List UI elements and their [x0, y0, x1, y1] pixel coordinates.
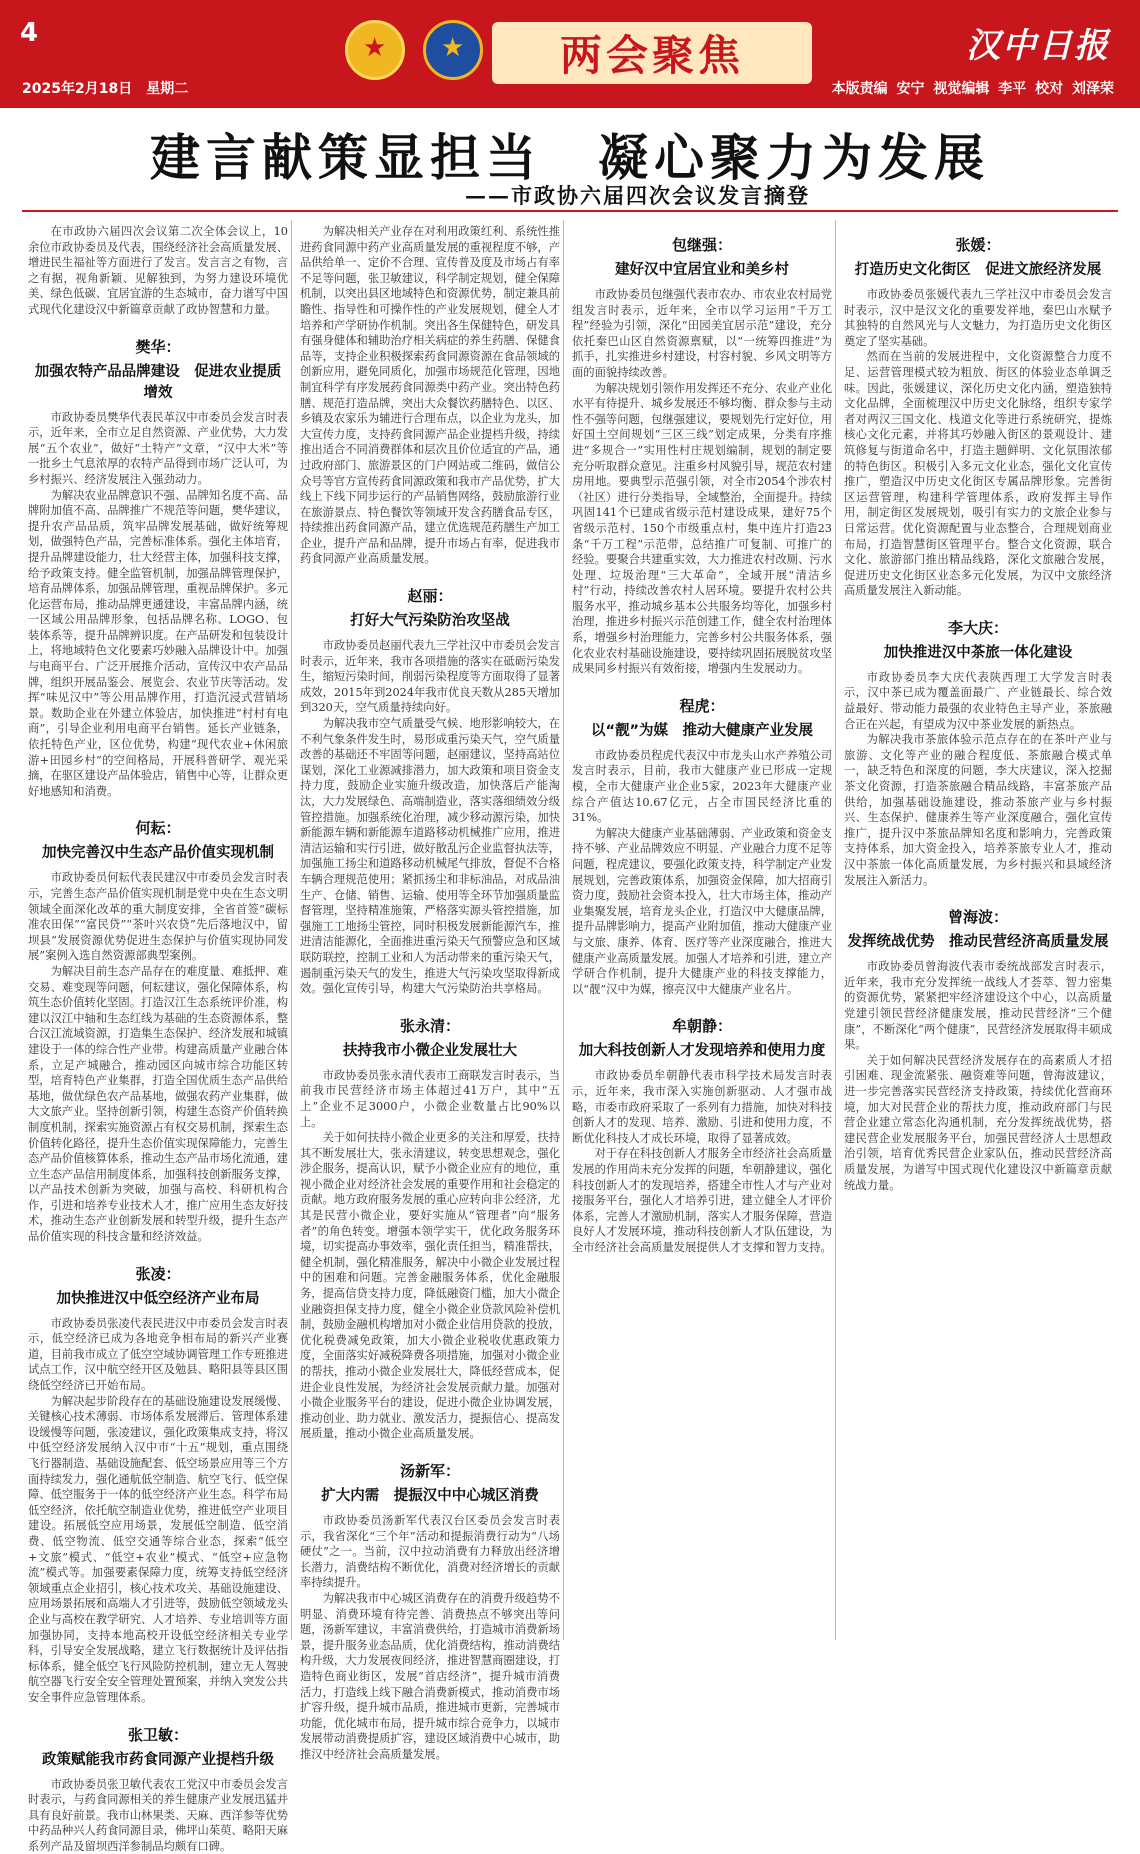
- article-title: 加强农特产品品牌建设 促进农业提质增效: [28, 360, 288, 402]
- column-divider: [291, 220, 292, 1640]
- article-title: 以“靓”为媒 推动大健康产业发展: [572, 719, 832, 740]
- article-title: 打好大气污染防治攻坚战: [300, 609, 560, 630]
- article-paragraph: 市政协委员程虎代表汉中市龙头山水产养殖公司发言时表示，目前，我市大健康产业已形成一定规模，全市大健康产业企业5家，2023年大健康产业综合产值达10.67亿元，占全市国民经济比重的31%。: [572, 748, 832, 826]
- article: [844, 617, 1112, 888]
- column-divider: [563, 220, 564, 1640]
- column-2: [300, 216, 560, 1652]
- section-banner: [492, 22, 812, 84]
- article-title: 发挥统战优势 推动民营经济高质量发展: [844, 930, 1112, 951]
- article-paragraph: 市政协委员张凌代表民进汉中市委员会发言时表示，低空经济已成为各地竞争相布局的新兴产业赛道，目前我市成立了低空空域协调管理工作专班推进试点工作，汉中航空经开区及勉县、略阳县等县区围绕低空经济已开始布局。: [28, 1316, 288, 1394]
- article-title: 加快推进汉中低空经济产业布局: [28, 1287, 288, 1308]
- masthead: [0, 0, 1140, 108]
- column-4: [844, 216, 1112, 1652]
- article: [572, 1015, 832, 1255]
- editor-credits: 本版责编 安宁 视觉编辑 李平 校对 刘泽荣: [828, 78, 1114, 98]
- article-title: 加快完善汉中生态产品价值实现机制: [28, 841, 288, 862]
- column-divider: [835, 220, 836, 1640]
- article-paragraph: 为解决目前生态产品存在的难度量、难抵押、难交易、难变现等问题，何耘建议，强化保障体系，构筑生态价值转化坚固。打造汉江生态系统评价准，构建以汉江中轴和生态红线为基础的生态资源体系，整合汉江流域资源，打造集生态保护、经济发展和城镇建设于一体的综合性产业带。构建高质量产业融合体系，立足产城融合，推动园区向城市综合功能区转型，培育特色产业集群，打造全国优质生态产品供给基地，做优绿色农产品基地，做强农药产业集群，做大文旅产业。坚持创新引领，构建生态资产价值转换制度机制，探索实施资源占有权交易机制，探索生态价值转化路径，提升生态价值实现保障能力，完善生态产品价值核算体系，推动生态产品市场化流通，建立生态产品信用制度体系，加强科技创新服务支撑，以产品技术创新为突破，加强与高校、科研机构合作，引进和培养专业技术人才，推广应用生态友好技术，推动生态产业创新发展和转型升级，提升生态产品价值实现的科技含量和经济效益。: [28, 964, 288, 1245]
- article-title: 加快推进汉中茶旅一体化建设: [844, 641, 1112, 662]
- cppcc-emblem-icon: [423, 20, 483, 80]
- article-paragraph: 市政协委员曾海波代表市委统战部发言时表示，近年来，我市充分发挥统一战线人才荟萃、智力密集的资源优势，紧紧把牢经济建设这个中心，以高质量党建引领民营经济健康发展，推动民营经济“三个健康”，不断深化“两个健康”，民营经济发展取得丰硕成果。: [844, 959, 1112, 1053]
- article-paragraph: 市政协委员牟朝静代表市科学技术局发言时表示，近年来，我市深入实施创新驱动、人才强市战略，市委市政府采取了一系列有力措施，加快对科技创新人才的发现、培养、激励、引进和使用力度，不断优化科技人才成长环境，取得了显著成效。: [572, 1068, 832, 1146]
- speaker-name: 樊华：: [28, 336, 288, 357]
- article: [28, 817, 288, 1244]
- article: [300, 585, 560, 997]
- article-title: 加大科技创新人才发现培养和使用力度: [572, 1039, 832, 1060]
- article-title: 扶持我市小微企业发展壮大: [300, 1039, 560, 1060]
- national-emblem-icon: [345, 20, 405, 80]
- article-paragraph: 为解决我市空气质量受气候、地形影响较大，在不利气象条件发生时，易形成重污染天气，空气质量改善的基础还不牢固等问题，赵丽建议，坚持高站位谋划，深化工业源减排潜力，加大政策和项目资金支持力度，鼓励企业实施升级改造，加快落后产能淘汰，大力发展绿色、高端制造业，落实落细绩效分级管控措施。加强系统化治理，减少移动源污染，加快新能源车辆和新能源车道路移动机械推广应用，推进清洁运输和实行引进，做好散乱污企业监督执法等，加强施工扬尘和道路移动机械尾气排放，督促不合格车辆合理规范使用；紧抓扬尘和非标油品，对成品油生产、仓储、销售、运输、使用等全环节加强质量监督管理，坚持精准施策，严格落实源头管控措施，加强施工工地扬尘管控，同时积极发展新能源汽车，推进清洁能源化，全面推进重污染天气预警应急和区域联防联控，控制工业和人为活动带来的重污染天气，遏制重污染天气的发生，推进大气污染攻坚取得新成效。强化宣传引导，构建大气污染防治共享格局。: [300, 716, 560, 997]
- article-title: 政策赋能我市药食同源产业提档升级: [28, 1748, 288, 1769]
- article: [300, 1015, 560, 1442]
- speaker-name: 赵丽：: [300, 585, 560, 606]
- article: [844, 234, 1112, 599]
- speaker-name: 何耘：: [28, 817, 288, 838]
- article-paragraph: 然而在当前的发展进程中，文化资源整合力度不足、运营管理模式较为粗放、街区的体验业态单调乏味。因此，张媛建议，深化历史文化内涵，塑造独特文化品牌，全面梳理汉中历史文化脉络，组织专家学者对两汉三国文化、栈道文化等进行系统研究，提炼核心文化元素，并将其巧妙融入街区的景观设计、建筑修复与街道命名中，打造主题鲜明、文化氛围浓郁的特色街区。积极引入多元文化业态，强化文化宣传推广，塑造汉中历史文化街区专属品牌形象。完善街区运营管理，构建科学管理体系，政府发挥主导作用，制定街区发展规划，吸引有实力的文旅企业参与日常运营。优化资源配置与业态整合，合理规划商业布局，打造智慧街区管理平台。整合文化资源，联合文化、旅游部门推出精品线路，深化文旅融合发展，促进历史文化街区业态多元化发展，为汉中文旅经济高质量发展注入新动能。: [844, 349, 1112, 599]
- article-title: 扩大内需 提振汉中中心城区消费: [300, 1484, 560, 1505]
- page-number: 4: [20, 18, 38, 48]
- article: [28, 336, 288, 800]
- speaker-name: 汤新军：: [300, 1460, 560, 1481]
- article-paragraph: 市政协委员张永清代表市工商联发言时表示，当前我市民营经济市场主体超过41万户，其中“五上”企业不足3000户，小微企业数量占比90%以上。: [300, 1068, 560, 1130]
- article-paragraph: 市政协委员张卫敏代表农工党汉中市委员会发言时表示，与药食同源相关的养生健康产业发展迅猛并具有良好前景。我市山林果类、天麻、西洋参等优势中药品种兴人药食同源目录，佛坪山茱萸、略阳天麻系列产品及留坝西洋参制品均颇有口碑。: [28, 1777, 288, 1854]
- article-paragraph: 市政协委员汤新军代表汉台区委员会发言时表示，我省深化“三个年”活动和提振消费行动为“八场硬仗”之一。当前，汉中拉动消费有力释放出经济增长潜力，消费结构不断优化，消费对经济增长的贡献率持续提升。: [300, 1513, 560, 1591]
- article-paragraph: 市政协委员张媛代表九三学社汉中市委员会发言时表示，汉中是汉文化的重要发祥地，秦巴山水赋予其独特的自然风光与人文魅力，为打造历史文化街区奠定了坚实基础。: [844, 287, 1112, 349]
- article-paragraph: 市政协委员樊华代表民革汉中市委员会发言时表示，近年来，全市立足自然资源、产业优势，大力发展“五个农业”，做好“土特产”文章，“汉中大米”等一批乡土气息浓厚的农特产品得到市场广泛认可，为乡村振兴、经济发展注入强劲动力。: [28, 410, 288, 488]
- article-paragraph: 关于如何扶持小微企业更多的关注和厚爱，扶持其不断发展壮大，张永清建议，转变思想观念，强化涉企服务，提高认识，赋予小微企业应有的地位，重视小微企业对经济社会发展的重要作用和社会稳定的贡献。地方政府服务发展的重心应转向非公经济，尤其是民营小微企业，要好实施从“管理者”向“服务者”的角色转变。增强本领学实干，优化政务服务环境，切实提高办事效率，强化责任担当，精准帮扶，健全机制，强化精准服务，解决中小微企业发展过程中的困难和问题。完善金融服务体系，优化金融服务，提高信贷支持力度，降低融资门槛，加大小微企业融资担保支持力度，健全小微企业贷款风险补偿机制，鼓励金融机构增加对小微企业信用贷款的投放，优化税费减免政策，加大小微企业税收优惠政策力度，全面落实好减税降费各项措施，加强对小微企业的帮扶，推动小微企业发展壮大，降低经营成本，促进企业良性发展，为经济社会发展贡献力量。加强对小微企业服务平台的建设，促进小微企业协调发展，推动创业、助力就业、激发活力，提振信心、提高发展质量，推动小微企业高质量发展。: [300, 1130, 560, 1442]
- article-paragraph: 关于如何解决民营经济发展存在的高素质人才招引困难、现金流紧张、融资难等问题，曾海波建议，进一步完善落实民营经济支持政策，持续优化营商环境，加大对民营企业的帮扶力度，推动政府部门与民营企业建立常态化沟通机制，充分发挥统战优势，搭建民营企业发展服务平台，加强民营经济人士思想政治引领，培育优秀民营企业家队伍，推动民营经济高质量发展，为谱写中国式现代化建设汉中新篇章贡献统战力量。: [844, 1053, 1112, 1193]
- article-paragraph: 为解决规划引领作用发挥还不充分、农业产业化水平有待提升、城乡发展还不够均衡、群众参与主动性不强等问题，包继强建议，要规划先行定好位，用好国土空间规划“三区三线”划定成果，分类有序推进“多规合一”实用性村庄规划编制，规划的制定要充分听取群众意见。注重乡村风貌引导，规范农村建房用地。要典型示范强引领，对全市2054个涉农村（社区）进行分类指导，全域整治，全面提升。持续巩固141个已建成省级示范村建设成果，建好75个省级示范村、150个市级重点村，集中连片打造23条“千万工程”示范带，总结推广可复制、可推广的经验。要聚合共建重实效，大力推进农村改厕、污水处理、垃圾治理“三大革命”，全域开展“清洁乡村”行动，持续改善农村人居环境。要提升农村公共服务水平，推动城乡基本公共服务均等化，加强乡村治理，推进乡村振兴示范创建工作，健全农村治理体系，增强乡村治理能力，完善乡村公共服务体系，强化农业农村基础设施建设，要持续巩固拓展脱贫攻坚成果同乡村振兴有效衔接，增强内生发展动力。: [572, 381, 832, 677]
- newspaper-logo: 汉中日报: [966, 18, 1110, 67]
- article-paragraph: 为解决大健康产业基础薄弱、产业政策和资金支持不够、产业品牌效应不明显、产业融合力度不足等问题，程虎建议，要强化政策支持，科学制定产业发展规划，完善政策体系，加强资金保障，加大招商引资力度，鼓励社会资本投入，壮大市场主体，推动产业集聚发展，培育龙头企业，打造汉中大健康品牌，提升品牌影响力，提高产业附加值，推动大健康产业与文旅、康养、体育、医疗等产业深度融合，推进大健康产业高质量发展。加强人才培养和引进，建立产学研合作机制，提升大健康产业的科技支撑能力，以“靓”汉中为媒，擦亮汉中大健康产业名片。: [572, 826, 832, 998]
- article-paragraph: 为解决我市茶旅体验示范点存在的在茶叶产业与旅游、文化等产业的融合程度低、茶旅融合模式单一，缺乏特色和深度的问题，李大庆建议，深入挖掘茶文化资源，打造茶旅融合精品线路，丰富茶旅产品供给，加强基础设施建设，推动茶旅产业与乡村振兴、生态保护、健康养生等产业深度融合，强化宣传推广，提升汉中茶旅品牌知名度和影响力，完善政策支持体系，加大资金投入，培养茶旅专业人才，推动汉中茶旅一体化高质量发展，为乡村振兴和县域经济发展注入新活力。: [844, 732, 1112, 888]
- article-paragraph: 市政协委员赵丽代表九三学社汉中市委员会发言时表示，近年来，我市各项措施的落实在砥砺污染发生，缩短污染时间，削弱污染程度等方面取得了显著成效，2015年到2024年我市优良天数从285天增加到320天，空气质量持续向好。: [300, 638, 560, 716]
- speaker-name: 张卫敏：: [28, 1724, 288, 1745]
- article: [844, 906, 1112, 1193]
- article: [28, 1263, 288, 1706]
- subheadline: ——市政协六届四次会议发言摘登: [0, 180, 1140, 210]
- article-paragraph: 市政协委员何耘代表民建汉中市委员会发言时表示，完善生态产品价值实现机制是党中央在生态文明领域全面深化改革的重大制度安排，全省首签“碳标准农田保”“富民贷”“茶叶兴农贷”先后落地汉中，留坝县“发展资源优势促进生态保护与价值实现协同发展”案例入选自然资源部典型案例。: [28, 870, 288, 964]
- article-paragraph: 对于存在科技创新人才服务全市经济社会高质量发展的作用尚未充分发挥的问题，牟朝静建议，强化科技创新人才的发现培养，搭建全市性人才与产业对接服务平台，强化人才培养引进，建立健全人才评价体系，完善人才激励机制，落实人才服务保障，营造良好人才发展环境，推动科技创新人才队伍建设，为全市经济社会高质量发展提供人才支撑和智力支持。: [572, 1146, 832, 1255]
- speaker-name: 李大庆：: [844, 617, 1112, 638]
- speaker-name: 张媛：: [844, 234, 1112, 255]
- column-3: [572, 216, 832, 1652]
- article-paragraph: 市政协委员包继强代表市农办、市农业农村局党组发言时表示，近年来，全市以学习运用“千万工程”经验为引领，深化“田园美宜居示范”建设，充分依托秦巴山区自然资源禀赋，以“一统筹四推进”为抓手，扎实推进乡村建设，村容村貌、乡风文明等方面的面貌持续改善。: [572, 287, 832, 381]
- article-title: 打造历史文化街区 促进文旅经济发展: [844, 258, 1112, 279]
- issue-date: 2025年2月18日 星期二: [22, 78, 188, 98]
- speaker-name: 包继强：: [572, 234, 832, 255]
- speaker-name: 张凌：: [28, 1263, 288, 1284]
- speaker-name: 曾海波：: [844, 906, 1112, 927]
- article: [300, 1460, 560, 1763]
- speaker-name: 牟朝静：: [572, 1015, 832, 1036]
- intro-paragraph: 在市政协六届四次会议第二次全体会议上，10余位市政协委员及代表，围绕经济社会高质量发展、增进民生福祉等方面进行了发言。发言言之有物，言之有据，视角新颖、见解独到，为努力建设环境优美、绿色低碳、宜居宜游的生态城市，奋力谱写中国式现代化建设汉中新篇章贡献了政协智慧和力量。: [28, 224, 288, 318]
- speaker-name: 张永清：: [300, 1015, 560, 1036]
- divider: [22, 210, 1118, 212]
- article: [28, 1724, 288, 1854]
- article-paragraph: 为解决我市中心城区消费存在的消费升级趋势不明显、消费环境有待完善、消费热点不够突出等问题，汤新军建议，丰富消费供给，打造城市消费新场景，提升服务业态品质，优化消费结构，推动消费结构升级，大力发展夜间经济，推进智慧商圈建设，打造特色商业街区，发展“首店经济”，提升城市消费活力，打造线上线下融合消费新模式，推动消费市场扩容升级，提升城市品质，推进城市更新，完善城市功能，优化城市布局，提升城市综合竞争力，以城市发展带动消费提质扩容，建设区域消费中心城市，助推汉中经济社会高质量发展。: [300, 1591, 560, 1763]
- article: [572, 234, 832, 677]
- speaker-name: 程虎：: [572, 695, 832, 716]
- headline: 建言献策显担当 凝心聚力为发展: [0, 118, 1140, 190]
- article-paragraph: 为解决相关产业存在对利用政策红利、系统性推进药食同源中药产业高质量发展的重视程度不够，产品供给单一、定价不合理、宣传普及度及市场占有率不足等问题，张卫敏建议，科学制定规划，健全保障机制，以突出县区地域特色和资源优势，制定兼具前瞻性、指导性和可操作性的产业发展规划，健全人才培养和产学研协作机制。突出各生保健特色，研发具有强身健体和辅助治疗相关病症的养生药膳、保健食品等，支持企业积极探索药食同源资源在食品领域的创新应用，避免同质化，加强市场规范化管理，因地制宜科学有序发展药食同源类中药产业。突出特色药膳、规范打造品牌，突出大众餐饮药膳特色、以区、乡镇及农家乐为辅进行合理布点，以企业为龙头，加大宣传力度，支持药食同源产品企业提档升级，持续推出适合不同消费群体和层次且价位适宜的产品，通过政府部门、旅游景区的门户网站或二维码，做信公众号等官方宣传药食同源政策和我市产品优势，扩大线上下线下同步运行的产品销售网络，鼓励旅游行业在旅游景点、特色餐饮等领域开发含药膳食品专区，持续推出药食同源产品，建立优选规范药膳生产加工企业，提升产品和品牌，提升市场占有率，促进我市药食同源产业高质量发展。: [300, 224, 560, 567]
- article: [572, 695, 832, 998]
- article-paragraph: 为解决农业品牌意识不强、品牌知名度不高、品牌附加值不高、品牌推广不规范等问题，樊华建议，提升农产品品质，筑牢品牌发展基础，做好统筹规划，做强特色产品，完善标准体系。强化主体培育，提升品牌建设能力，壮大经营主体，加强科技支撑，给予政策支持。健全监管机制，加强品牌管理保护，培育品牌体系，加强品牌管理，重视品牌保护。多元化运营布局，推动品牌更通建设，丰富品牌内涵，统一区域公用品牌形象，包括品牌名称、LOGO、包装体系等，提升品牌辨识度。在产品研发和包装设计上，将地域特色文化要素巧妙融入品牌设计中。加强与电商平台、广泛开展推介活动，宣传汉中农产品品牌，组织开展品鉴会、展览会、农业节庆等活动。发挥“味见汉中”等公用品牌作用，打造沉浸式营销场景。数助企业在外建立体验店，加快推进“村村有电商”，引导企业利用电商平台销售。延长产业链条，依托特色产业，区位优势，构建“现代农业+休闲旅游+田园乡村”的空间格局，开展科普研学、观光采摘，在驱区建设产品体验店，销售中心等，让群众更好地感知和消费。: [28, 488, 288, 800]
- column-1: [28, 216, 288, 1652]
- article-paragraph: 市政协委员李大庆代表陕西理工大学发言时表示，汉中茶已成为覆盖面最广、产业链最长、综合效益最好、带动能力最强的农业特色主导产业，茶旅融合正在兴起，有望成为汉中茶业发展的新热点。: [844, 670, 1112, 732]
- article-paragraph: 为解决起步阶段存在的基础设施建设发展缓慢、关键核心技术薄弱、市场体系发展滞后、管理体系建设缓慢等问题，张凌建议，强化政策集成支持，将汉中低空经济发展纳入汉中市“十五”规划，重点围绕飞行器制造、基础设施配套、低空场景应用等三个方面持续发力，强化通航低空制造、航空飞行、低空保障、低空服务于一体的低空经济产业生态。科学布局低空经济，依托航空制造业优势，推进低空产业项目建设。拓展低空应用场景，发展低空制造、低空消费、低空物流、低空交通等综合业态，探索“低空+文旅”模式、“低空+农业”模式、“低空+应急物流”模式等。加强要素保障力度，统筹支持低空经济领域重点企业招引，核心技术攻关、基础设施建设、应用场景拓展和高端人才引进等，鼓励低空领域龙头企业与高校在教学研究、人才培养、专业培训等方面加强协同，支持本地高校开设低空经济相关专业学科，引导安全发展战略，建立飞行数据统计及评估指标体系，健全低空飞行风险防控机制，建立无人驾驶航空器飞行安全安全管理处置预案，并纳入突发公共安全事件应急管理体系。: [28, 1394, 288, 1706]
- section-title: 两会聚焦: [560, 23, 744, 83]
- article-title: 建好汉中宜居宜业和美乡村: [572, 258, 832, 279]
